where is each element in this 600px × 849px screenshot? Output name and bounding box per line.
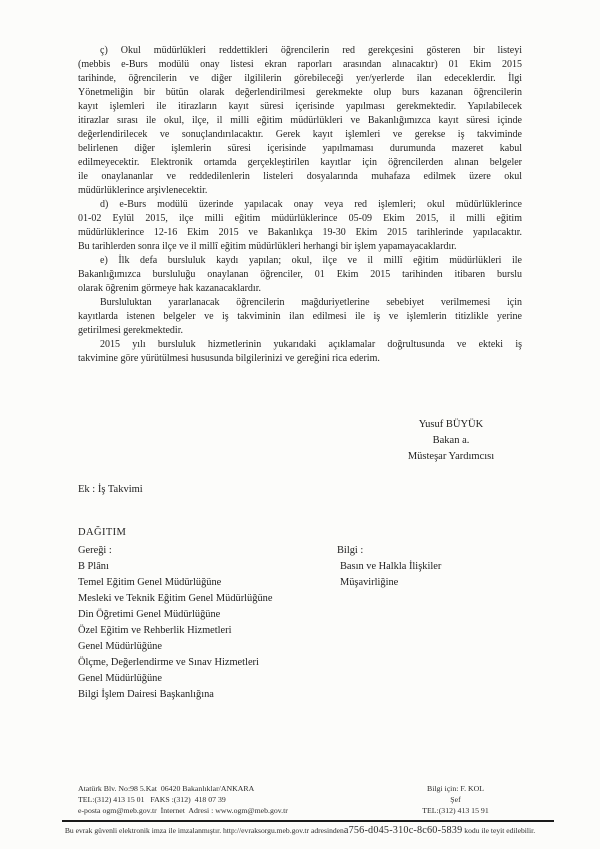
distribution-item: Temel Eğitim Genel Müdürlüğüne bbox=[78, 577, 222, 588]
body-line: d) e-Burs modülü üzerinde yapılacak onay veya red işlemleri; okul müdürlüklerince bbox=[100, 199, 522, 210]
body-line: (mebbis e-Burs modülü onay listesi ekran raporları arasından alınacaktır) 01 Ekim 2015 bbox=[78, 59, 522, 70]
body-line: belirlenen diğer işlemlerin süresi içerisinde yapılmaması durumunda mazeret kabul bbox=[78, 143, 522, 154]
footer-contact-line: Bilgi için: F. KOL bbox=[427, 784, 484, 793]
distribution-right-items bbox=[337, 559, 537, 591]
distribution-item: Genel Müdürlüğüne bbox=[78, 641, 162, 652]
body-line: kayıtlarda istenen belgeler ve iş takviminin ilan edilmesi ile iş ve işlemlerin titizlikle yerine bbox=[78, 311, 522, 322]
body-line: Bakanlığımızca bursluluğu onaylanan öğrenciler, 01 Ekim 2015 tarihinden itibaren burslu bbox=[78, 269, 522, 280]
body-line: 01-02 Eylül 2015, ilçe milli eğitim müdürlüklerince 05-09 Ekim 2015, il milli eğitim bbox=[78, 213, 522, 224]
signer-title-2: Müsteşar Yardımcısı bbox=[407, 451, 495, 462]
body-line: olarak öğrenim görmeye hak kazanacaklardır. bbox=[78, 283, 261, 294]
paragraph bbox=[78, 254, 522, 296]
distribution-item: Mesleki ve Teknik Eğitim Genel Müdürlüğüne bbox=[78, 593, 273, 604]
body-line: Bu tarihlerden sonra ilçe ve il millî eğitim müdürlükleri herhangi bir işlem yapamayacaklardır. bbox=[78, 241, 457, 252]
footer-divider bbox=[62, 820, 554, 822]
body-line: e) İlk defa bursluluk kaydı yapılan; okul, ilçe ve il millî eğitim müdürlükleri ile bbox=[100, 255, 522, 266]
footer-contact-line: TEL:(312) 413 15 91 bbox=[422, 806, 489, 815]
signature-block bbox=[381, 417, 521, 465]
verification-code: a756-d045-310c-8c60-5839 bbox=[343, 825, 463, 836]
body-line: Bursluluktan yararlanacak öğrencilerin mağduriyetlerine sebebiyet verilmemesi için bbox=[100, 297, 522, 308]
distribution-item: Genel Müdürlüğüne bbox=[78, 673, 162, 684]
paragraph bbox=[78, 296, 522, 338]
footer-address-line: TEL:(312) 413 15 01 FAKS :(312) 418 07 39 bbox=[78, 795, 226, 804]
footer-address-line: e-posta ogm@meb.gov.tr İnternet Adresi : www.ogm@meb.gov.tr bbox=[78, 806, 288, 815]
footer-address-line: Atatürk Blv. No:98 5.Kat 06420 Bakanlıklar/ANKARA bbox=[78, 784, 255, 793]
body-line: müdürlüklerince arşivlenecektir. bbox=[78, 185, 208, 196]
paragraph bbox=[78, 338, 522, 366]
distribution-right-column bbox=[337, 543, 537, 591]
body-line: 2015 yılı bursluluk hizmetlerinin yukarıdaki açıklamalar doğrultusunda ve ekteki iş bbox=[100, 339, 522, 350]
distribution-item: Özel Eğitim ve Rehberlik Hizmetleri bbox=[78, 625, 232, 636]
distribution-item: Bilgi İşlem Dairesi Başkanlığına bbox=[78, 689, 214, 700]
body-line: ile onaylananlar ve reddedilenlerin listeleri dosyalarında muhafaza edilmek üzere okul bbox=[78, 171, 522, 182]
distribution-item: Müşavirliğine bbox=[340, 577, 399, 588]
verification-prefix: Bu evrak güvenli elektronik imza ile imzalanmıştır. http://evraksorgu.meb.gov.tr adresinden bbox=[64, 826, 344, 835]
paragraph bbox=[78, 44, 522, 198]
distribution-heading: DAĞITIM bbox=[78, 527, 127, 538]
signer-title-1: Bakan a. bbox=[432, 435, 470, 446]
body-line: ç) Okul müdürlükleri reddettikleri öğrencilerin red gerekçesini gösteren bir listeyi bbox=[100, 45, 522, 56]
distribution-left-column bbox=[78, 543, 338, 703]
distribution-left-label: Gereği : bbox=[78, 545, 112, 556]
body-line: getirilmesi gerekmektedir. bbox=[78, 325, 183, 336]
body-line: tarihinde, öğrencilerin ve diğer ilgililerin görebileceği yer/yerlerde ilan edeceklerdir. İlgi bbox=[78, 73, 522, 84]
body-paragraphs bbox=[78, 44, 522, 366]
body-line: edilmeyecektir. Elektronik ortamda gerçekleştirilen kayıtlar için öğrencilerden alınan belgeler bbox=[78, 157, 522, 168]
distribution-right-label: Bilgi : bbox=[337, 545, 364, 556]
distribution-left-items bbox=[78, 559, 338, 703]
body-line: Yönetmeliğin bir bütün olarak değerlendirilmesi gerekmekte olup burs kazanan öğrencilerin bbox=[78, 87, 522, 98]
footer-contact-block bbox=[393, 783, 518, 816]
distribution-item: Din Öğretimi Genel Müdürlüğüne bbox=[78, 609, 221, 620]
footer-contact-line: Şef bbox=[450, 795, 461, 804]
attachment-line: Ek : İş Takvimi bbox=[78, 484, 143, 495]
paragraph bbox=[78, 198, 522, 254]
body-line: değerlendirilecek ve sonuçlandırılacaktır. Gerek kayıt işlemleri ve gerekse iş takviminde bbox=[78, 129, 522, 140]
verification-line bbox=[0, 825, 600, 836]
body-line: müdürlüklerince 12-16 Ekim 2015 ve Bakanlıkça 19-30 Ekim 2015 tarihlerinde yapılacaktır. bbox=[78, 227, 522, 238]
distribution-item: B Plânı bbox=[78, 561, 109, 572]
verification-suffix: kodu ile teyit edilebilir. bbox=[462, 826, 536, 835]
distribution-item: Basın ve Halkla İlişkiler bbox=[340, 561, 442, 572]
signer-name: Yusuf BÜYÜK bbox=[418, 419, 484, 430]
body-line: takvimine göre yürütülmesi hususunda bilgilerinizi ve gereğini rica ederim. bbox=[78, 353, 380, 364]
distribution-item: Ölçme, Değerlendirme ve Sınav Hizmetleri bbox=[78, 657, 259, 668]
body-line: itirazlar sırası ile okul, ilçe, il milli eğitim müdürlükleri ve Bakanlığımızca kayıt süresi içinde bbox=[78, 115, 522, 126]
footer-address-block bbox=[78, 783, 378, 816]
body-line: kayıt işlemleri ile itirazların kayıt süresi içerisinde yapılması gerekmektedir. Yapılabilecek bbox=[78, 101, 522, 112]
